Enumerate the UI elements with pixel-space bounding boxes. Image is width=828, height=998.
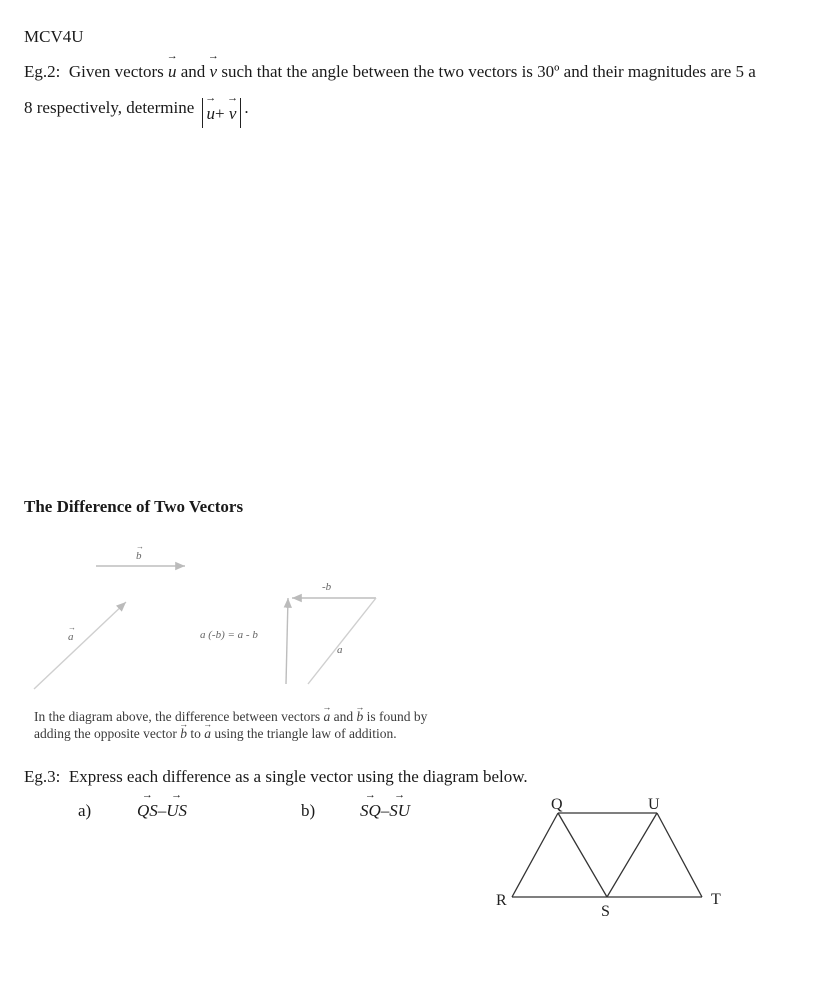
part-b-minus: – <box>380 801 390 820</box>
part-b-expression <box>360 801 410 821</box>
example2-text-and: and <box>180 62 206 81</box>
segment-qs <box>558 813 607 897</box>
caption-vector-a: → a <box>324 708 331 725</box>
abs-vector-v: → v <box>229 104 237 124</box>
example2-line2 <box>24 98 249 128</box>
caption-part1: In the diagram above, the difference between vectors <box>34 709 321 724</box>
label-neg-b: -b <box>322 581 332 593</box>
point-q-label: Q <box>551 796 563 813</box>
example3-label: Eg.3: <box>24 767 61 786</box>
label-a-left: a <box>68 631 74 643</box>
trapezoid-diagram <box>490 790 730 920</box>
part-a-label: a) <box>78 801 92 820</box>
vector-sq: → SQ <box>360 801 381 821</box>
abs-plus: + <box>215 104 225 123</box>
caption-part4: using the triangle law of addition. <box>214 726 397 741</box>
part-a-expression <box>137 801 187 821</box>
point-r-label: R <box>496 892 507 909</box>
diagram-caption <box>34 708 427 742</box>
caption-part2: is found by <box>366 709 428 724</box>
example2-period: . <box>244 98 249 117</box>
vector-us: → US <box>166 801 187 821</box>
caption-line1 <box>34 708 427 725</box>
part-a-minus: – <box>157 801 167 820</box>
example3-instruction: Express each difference as a single vector using the diagram below. <box>68 767 528 786</box>
course-code: MCV4U <box>24 27 84 46</box>
caption-line2 <box>34 725 427 742</box>
point-s-label: S <box>601 903 610 920</box>
magnitude-expression <box>202 98 242 128</box>
vector-a-right-arrow <box>308 598 376 684</box>
vector-u: → u <box>168 62 177 82</box>
segment-ut <box>657 813 702 897</box>
example3-instruction-line <box>24 767 528 787</box>
difference-formula: a (-b) = a - b <box>200 629 258 641</box>
label-a-right: a <box>337 644 343 656</box>
caption-and: and <box>333 709 354 724</box>
label-b: b <box>136 550 142 562</box>
caption-vector-a2: → a <box>204 725 211 742</box>
point-t-label: T <box>711 891 721 908</box>
caption-vector-b: → b <box>357 708 364 725</box>
label-a-left-arrow-icon: → <box>68 623 76 632</box>
example2-text-1: Given vectors <box>68 62 164 81</box>
segment-su <box>607 813 657 897</box>
vector-qs: → QS <box>137 801 158 821</box>
label-b-arrow-icon: → <box>136 542 144 551</box>
example2-line1 <box>24 62 756 82</box>
caption-vector-b2: → b <box>180 725 187 742</box>
point-u-label: U <box>648 796 660 813</box>
vector-su: → SU <box>389 801 410 821</box>
section-title: The Difference of Two Vectors <box>24 497 244 516</box>
resultant-arrow <box>286 598 288 684</box>
abs-vector-u: → u <box>207 104 216 124</box>
example2-label: Eg.2: <box>24 62 61 81</box>
example2-text-2: such that the angle between the two vectors is 30º and their magnitudes are 5 a <box>221 62 756 81</box>
segment-rq <box>512 813 558 897</box>
caption-part3: adding the opposite vector <box>34 726 177 741</box>
vector-v: → v <box>210 62 218 82</box>
vector-difference-diagram <box>24 540 424 700</box>
example2-text-3: 8 respectively, determine <box>24 98 195 117</box>
part-b-label: b) <box>301 801 316 820</box>
vector-a-arrow <box>34 602 126 689</box>
caption-to: to <box>190 726 201 741</box>
